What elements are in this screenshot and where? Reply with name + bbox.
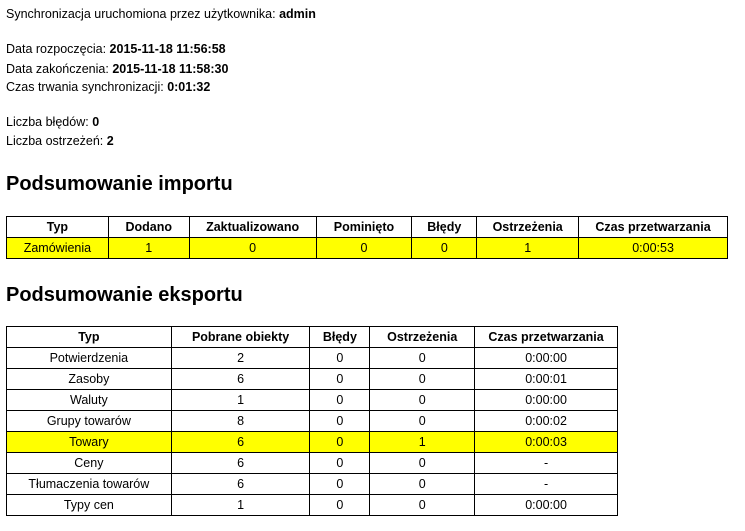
export-table-row — [7, 369, 618, 390]
started-by-value: admin — [279, 7, 316, 21]
import-header-cell: Błędy — [412, 217, 477, 238]
export-table-cell: 0 — [370, 369, 475, 390]
export-table-cell: 0 — [310, 432, 370, 453]
import-table-cell: 0 — [316, 238, 412, 259]
export-table-cell: 8 — [171, 411, 310, 432]
export-table-row — [7, 348, 618, 369]
export-table-cell: 0 — [310, 390, 370, 411]
export-header-cell: Ostrzeżenia — [370, 327, 475, 348]
import-table-cell: 1 — [108, 238, 189, 259]
export-table-cell: 1 — [171, 390, 310, 411]
import-header-cell: Typ — [7, 217, 109, 238]
export-table-row — [7, 390, 618, 411]
warnings-count-value: 2 — [106, 134, 114, 148]
export-table-cell: 2 — [171, 348, 310, 369]
import-header-cell: Zaktualizowano — [189, 217, 316, 238]
export-table-cell: 0 — [370, 453, 475, 474]
export-table-cell: 0 — [370, 390, 475, 411]
started-by-label: Synchronizacja uruchomiona przez użytkownika: — [6, 7, 276, 21]
start-date-value: 2015-11-18 11:56:58 — [109, 42, 226, 56]
export-header-cell: Czas przetwarzania — [475, 327, 618, 348]
export-table-cell: 6 — [171, 369, 310, 390]
export-table-cell: 0:00:00 — [475, 495, 618, 516]
export-table-row — [7, 411, 618, 432]
export-table-cell: 0:00:02 — [475, 411, 618, 432]
export-table-cell: Typy cen — [7, 495, 172, 516]
export-table-row — [7, 432, 618, 453]
duration-label: Czas trwania synchronizacji: — [6, 80, 164, 94]
export-summary-table — [6, 326, 618, 516]
export-table-cell: - — [475, 453, 618, 474]
import-table-cell: 0 — [412, 238, 477, 259]
export-table-cell: 0 — [310, 348, 370, 369]
export-table-cell: Waluty — [7, 390, 172, 411]
export-table-cell: 0 — [310, 495, 370, 516]
export-table-cell: 0:00:00 — [475, 390, 618, 411]
export-table-row — [7, 453, 618, 474]
end-date-label: Data zakończenia: — [6, 62, 109, 76]
export-table-cell: 6 — [171, 474, 310, 495]
end-date-line — [6, 61, 228, 77]
import-header-cell: Ostrzeżenia — [477, 217, 579, 238]
import-table-cell: Zamówienia — [7, 238, 109, 259]
export-table-cell: 0 — [310, 474, 370, 495]
duration-value: 0:01:32 — [167, 80, 211, 94]
export-table-cell: 6 — [171, 432, 310, 453]
export-header-cell: Błędy — [310, 327, 370, 348]
export-table-cell: 1 — [370, 432, 475, 453]
export-table-cell: 6 — [171, 453, 310, 474]
export-table-cell: 0 — [370, 495, 475, 516]
export-table-cell: 1 — [171, 495, 310, 516]
export-summary-title: Podsumowanie eksportu — [6, 284, 243, 306]
import-table-cell: 1 — [477, 238, 579, 259]
export-header-cell: Pobrane obiekty — [171, 327, 310, 348]
export-table-cell: 0:00:01 — [475, 369, 618, 390]
end-date-value: 2015-11-18 11:58:30 — [112, 62, 229, 76]
export-table-cell: Towary — [7, 432, 172, 453]
import-header-cell: Dodano — [108, 217, 189, 238]
export-table-cell: 0 — [370, 474, 475, 495]
errors-count-value: 0 — [92, 115, 100, 129]
import-header-cell: Pominięto — [316, 217, 412, 238]
errors-count-label: Liczba błędów: — [6, 115, 89, 129]
import-table-cell: 0 — [189, 238, 316, 259]
export-table-cell: Potwierdzenia — [7, 348, 172, 369]
warnings-count-label: Liczba ostrzeżeń: — [6, 134, 104, 148]
import-table-row — [7, 238, 728, 259]
export-table-cell: Zasoby — [7, 369, 172, 390]
start-date-label: Data rozpoczęcia: — [6, 42, 107, 56]
import-summary-table — [6, 216, 728, 259]
started-by-line — [6, 6, 316, 22]
export-table-row — [7, 474, 618, 495]
export-table-cell: Grupy towarów — [7, 411, 172, 432]
export-table-cell: Ceny — [7, 453, 172, 474]
export-table-cell: 0:00:00 — [475, 348, 618, 369]
export-table-row — [7, 495, 618, 516]
export-table-cell: 0 — [370, 348, 475, 369]
import-header-cell: Czas przetwarzania — [579, 217, 728, 238]
export-table-cell: 0 — [310, 453, 370, 474]
export-header-row — [7, 327, 618, 348]
duration-line — [6, 79, 210, 95]
export-table-cell: 0 — [310, 411, 370, 432]
errors-count-line — [6, 114, 99, 130]
export-table-cell: 0 — [310, 369, 370, 390]
export-header-cell: Typ — [7, 327, 172, 348]
import-table-cell: 0:00:53 — [579, 238, 728, 259]
start-date-line — [6, 41, 226, 57]
export-table-cell: Tłumaczenia towarów — [7, 474, 172, 495]
export-table-cell: - — [475, 474, 618, 495]
import-header-row — [7, 217, 728, 238]
import-summary-title: Podsumowanie importu — [6, 173, 233, 195]
export-table-cell: 0:00:03 — [475, 432, 618, 453]
export-table-cell: 0 — [370, 411, 475, 432]
warnings-count-line — [6, 133, 114, 149]
